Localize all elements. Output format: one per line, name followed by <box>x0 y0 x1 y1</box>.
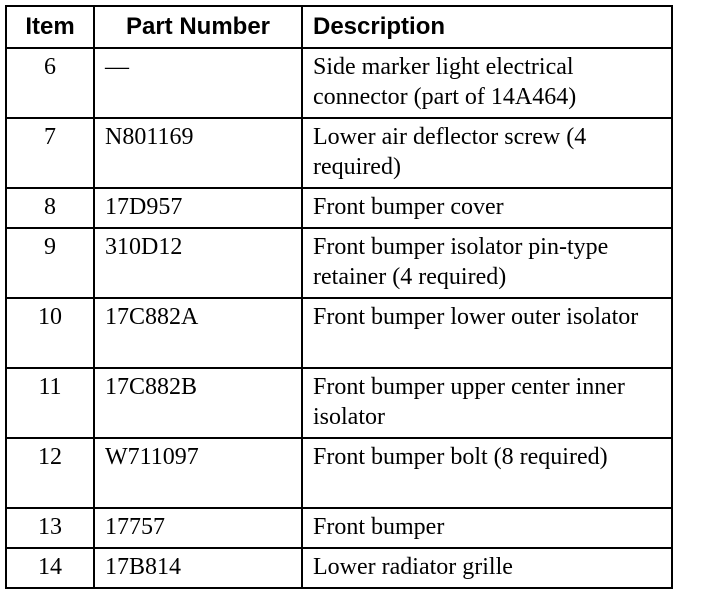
part-number-cell: 17C882A <box>94 298 302 368</box>
part-number-cell: 17D957 <box>94 188 302 228</box>
item-cell: 12 <box>6 438 94 508</box>
header-item: Item <box>6 6 94 48</box>
item-cell: 11 <box>6 368 94 438</box>
item-cell: 14 <box>6 548 94 588</box>
header-part-number: Part Number <box>94 6 302 48</box>
table-row <box>6 508 672 548</box>
item-cell: 13 <box>6 508 94 548</box>
description-cell: Front bumper lower outer isolator <box>302 298 672 368</box>
description-cell: Front bumper <box>302 508 672 548</box>
parts-table <box>5 5 673 589</box>
part-number-cell: 17C882B <box>94 368 302 438</box>
item-cell: 9 <box>6 228 94 298</box>
item-cell: 7 <box>6 118 94 188</box>
item-cell: 6 <box>6 48 94 118</box>
table-row <box>6 228 672 298</box>
part-number-cell: — <box>94 48 302 118</box>
header-description: Description <box>302 6 672 48</box>
table-row <box>6 188 672 228</box>
description-cell: Front bumper upper center inner isolator <box>302 368 672 438</box>
description-cell: Lower air deflector screw (4 required) <box>302 118 672 188</box>
description-cell: Front bumper isolator pin-type retainer (4 required) <box>302 228 672 298</box>
table-row <box>6 548 672 588</box>
description-cell: Lower radiator grille <box>302 548 672 588</box>
item-cell: 10 <box>6 298 94 368</box>
part-number-cell: 310D12 <box>94 228 302 298</box>
table-row <box>6 438 672 508</box>
description-cell: Front bumper bolt (8 required) <box>302 438 672 508</box>
table-row <box>6 48 672 118</box>
table-row <box>6 368 672 438</box>
item-cell: 8 <box>6 188 94 228</box>
description-cell: Front bumper cover <box>302 188 672 228</box>
header-row <box>6 6 672 48</box>
part-number-cell: W711097 <box>94 438 302 508</box>
table-row <box>6 118 672 188</box>
part-number-cell: N801169 <box>94 118 302 188</box>
table-row <box>6 298 672 368</box>
part-number-cell: 17B814 <box>94 548 302 588</box>
description-cell: Side marker light electrical connector (part of 14A464) <box>302 48 672 118</box>
part-number-cell: 17757 <box>94 508 302 548</box>
